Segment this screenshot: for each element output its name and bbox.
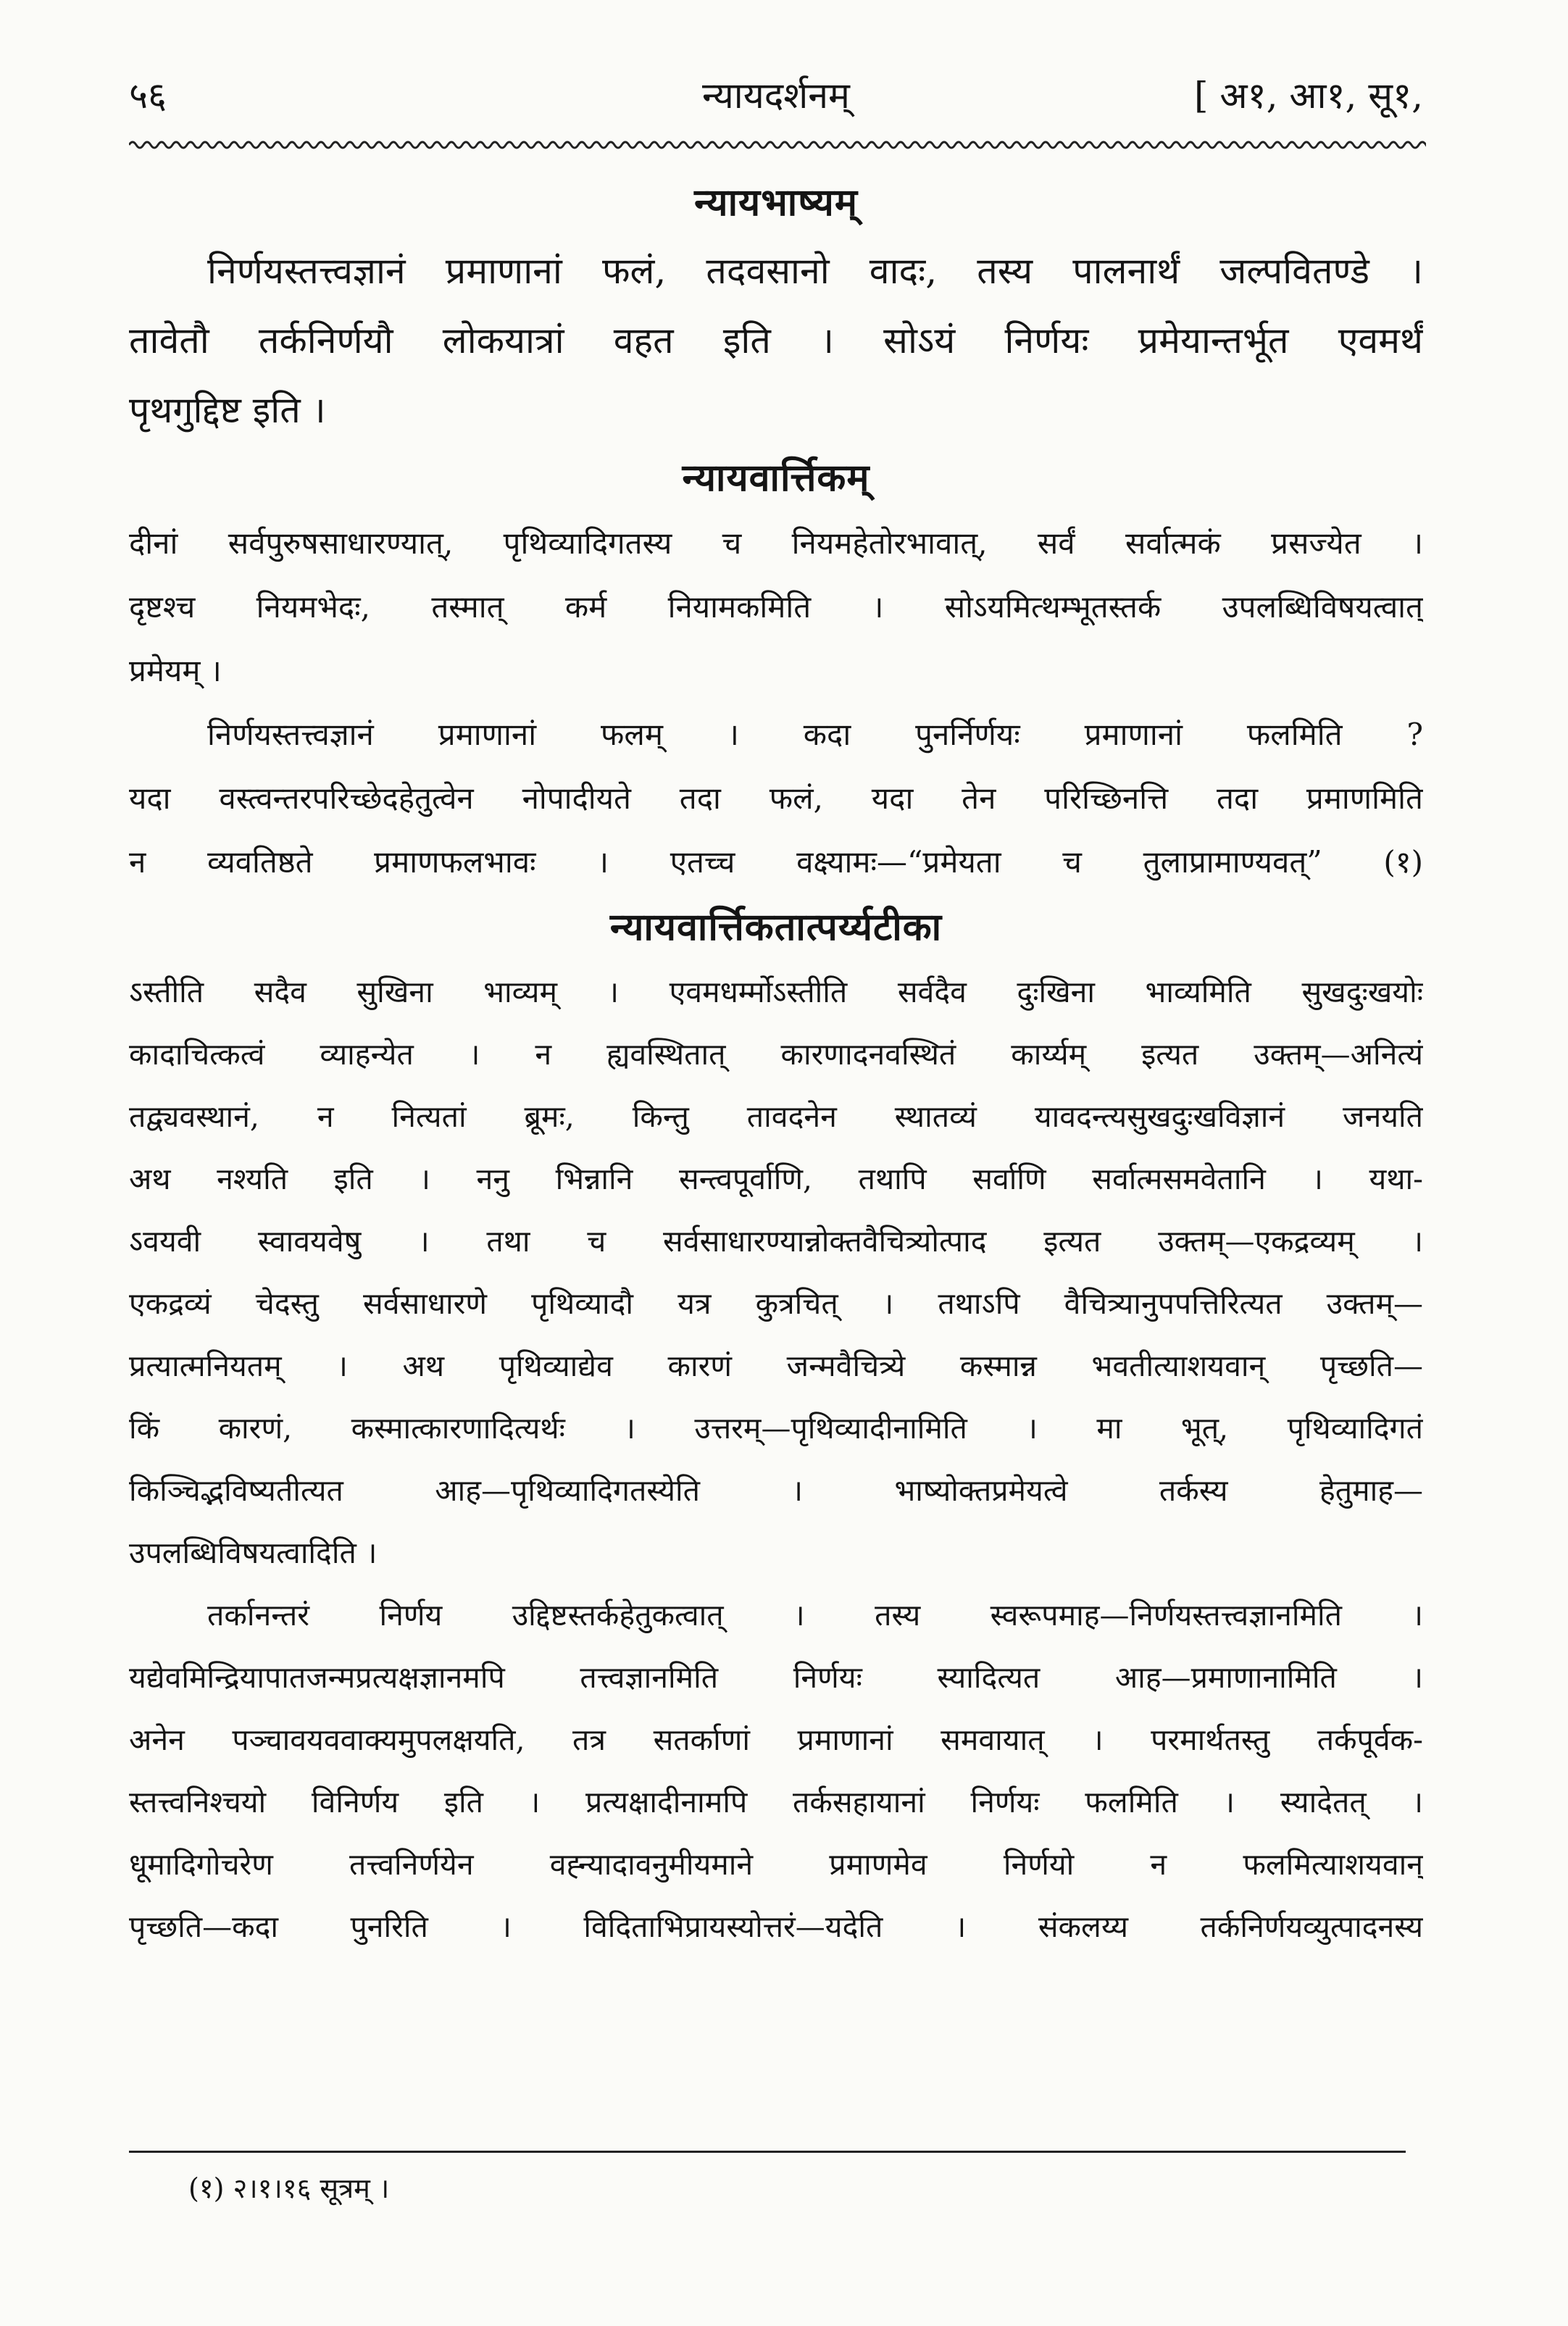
wavy-rule (129, 136, 1426, 154)
book-title: न्यायदर्शनम् (702, 75, 850, 117)
text-line: अनेन पञ्चावयववाक्यमुपलक्षयति, तत्र सतर्काणां प्रमाणानां समवायात् । परमार्थतस्तु तर्कपूर्वक- (129, 1722, 1423, 1757)
text-line: ऽवयवी स्वावयवेषु । तथा च सर्वसाधारण्यान्नोक्तवैचित्र्योत्पाद इत्यत उक्तम्—एकद्रव्यम् । (129, 1224, 1423, 1259)
section-heading: न्यायवार्त्तिकम् (682, 456, 870, 500)
text-line: ऽस्तीति सदैव सुखिना भाव्यम् । एवमधर्म्मोऽस्तीति सर्वदैव दुःखिना भाव्यमिति सुखदुःखयोः (129, 975, 1423, 1009)
text-line: यदा वस्त्वन्तरपरिच्छेदहेतुत्वेन नोपादीयते तदा फलं, यदा तेन परिच्छिनत्ति तदा प्रमाणमिति (129, 780, 1423, 816)
text-line: उपलब्धिविषयत्वादिति । (129, 1535, 378, 1570)
text-line: किं कारणं, कस्मात्कारणादित्यर्थः । उत्तरम्—पृथिव्यादीनामिति । मा भूत्, पृथिव्यादिगतं (129, 1411, 1423, 1446)
section-heading: न्यायभाष्यम् (694, 180, 858, 225)
text-line: अथ नश्यति इति । ननु भिन्नानि सन्त्वपूर्वाणि, तथापि सर्वाणि सर्वात्मसमवेतानि । यथा- (129, 1162, 1423, 1196)
section-heading: न्यायवार्त्तिकतात्पर्य्यटीका (609, 905, 943, 949)
text-line: दृष्टश्च नियमभेदः, तस्मात् कर्म नियामकमिति । सोऽयमित्थम्भूतस्तर्क उपलब्धिविषयत्वात् (129, 589, 1423, 625)
text-line: निर्णयस्तत्त्वज्ञानं प्रमाणानां फलम् । कदा पुनर्निर्णयः प्रमाणानां फलमिति ? (207, 717, 1423, 752)
section-reference: [ अ१, आ१, सू१, (1194, 75, 1423, 117)
text-line: प्रत्यात्मनियतम् । अथ पृथिव्याद्येव कारणं जन्मवैचित्र्ये कस्मान्न भवतीत्याशयवान् पृच्छति— (129, 1349, 1423, 1383)
text-line: पृच्छति—कदा पुनरिति । विदिताभिप्रायस्योत्तरं—यदेति । संकलय्य तर्कनिर्णयव्युत्पादनस्य (129, 1909, 1423, 1944)
text-line: स्तत्त्वनिश्चयो विनिर्णय इति । प्रत्यक्षादीनामपि तर्कसहायानां निर्णयः फलमिति । स्यादेतत् । (129, 1785, 1423, 1819)
section-nyaya-varttika (129, 449, 1423, 894)
text-line: एकद्रव्यं चेदस्तु सर्वसाधारणे पृथिव्यादौ यत्र कुत्रचित् । तथाऽपि वैचित्र्यानुपपत्तिरित्यत उक्तम्— (129, 1286, 1423, 1321)
page-number: ५६ (129, 75, 167, 117)
section-tatparya-tika (129, 899, 1423, 1958)
text-line: तर्कानन्तरं निर्णय उद्दिष्टस्तर्कहेतुकत्वात् । तस्य स्वरूपमाह—निर्णयस्तत्त्वज्ञानमिति । (207, 1598, 1423, 1633)
text-line: निर्णयस्तत्त्वज्ञानं प्रमाणानां फलं, तदवसानो वादः, तस्य पालनार्थं जल्पवितण्डे । (207, 250, 1423, 292)
text-line: तावेतौ तर्कनिर्णयौ लोकयात्रां वहत इति । सोऽयं निर्णयः प्रमेयान्तर्भूत एवमर्थं (129, 320, 1423, 362)
page-body (129, 174, 1423, 1958)
text-line: कादाचित्कत्वं व्याहन्येत । न ह्यवस्थितात् कारणादनवस्थितं कार्य्यम् इत्यत उक्तम्—अनित्यं (129, 1037, 1423, 1072)
running-header (129, 67, 1423, 125)
text-line: प्रमेयम् । (129, 653, 222, 688)
footnote: (१) २।१।१६ सूत्रम् । (188, 2172, 390, 2204)
section-nyaya-bhashya (129, 174, 1423, 445)
text-line: यद्येवमिन्द्रियापातजन्मप्रत्यक्षज्ञानमपि तत्त्वज्ञानमिति निर्णयः स्यादित्यत आह—प्रमाणानामिति । (129, 1660, 1423, 1695)
text-line: किञ्चिद्भविष्यतीत्यत आह—पृथिव्यादिगतस्येति । भाष्योक्तप्रमेयत्वे तर्कस्य हेतुमाह— (129, 1473, 1423, 1508)
text-line: धूमादिगोचरेण तत्त्वनिर्णयेन वह्न्यादावनुमीयमाने प्रमाणमेव निर्णयो न फलमित्याशयवान् (129, 1847, 1423, 1882)
footnote-rule (129, 2151, 1406, 2153)
text-line: न व्यवतिष्ठते प्रमाणफलभावः । एतच्च वक्ष्यामः—“प्रमेयता च तुलाप्रामाण्यवत्” (१) (129, 844, 1423, 880)
text-line: दीनां सर्वपुरुषसाधारण्यात्, पृथिव्यादिगतस्य च नियमहेतोरभावात्, सर्वं सर्वात्मकं प्रसज्येत । (129, 525, 1423, 561)
text-line: पृथगुद्दिष्ट इति । (129, 389, 326, 431)
text-line: तद्व्यवस्थानं, न नित्यतां ब्रूमः, किन्तु तावदनेन स्थातव्यं यावदन्त्यसुखदुःखविज्ञानं जनयति (129, 1099, 1423, 1134)
